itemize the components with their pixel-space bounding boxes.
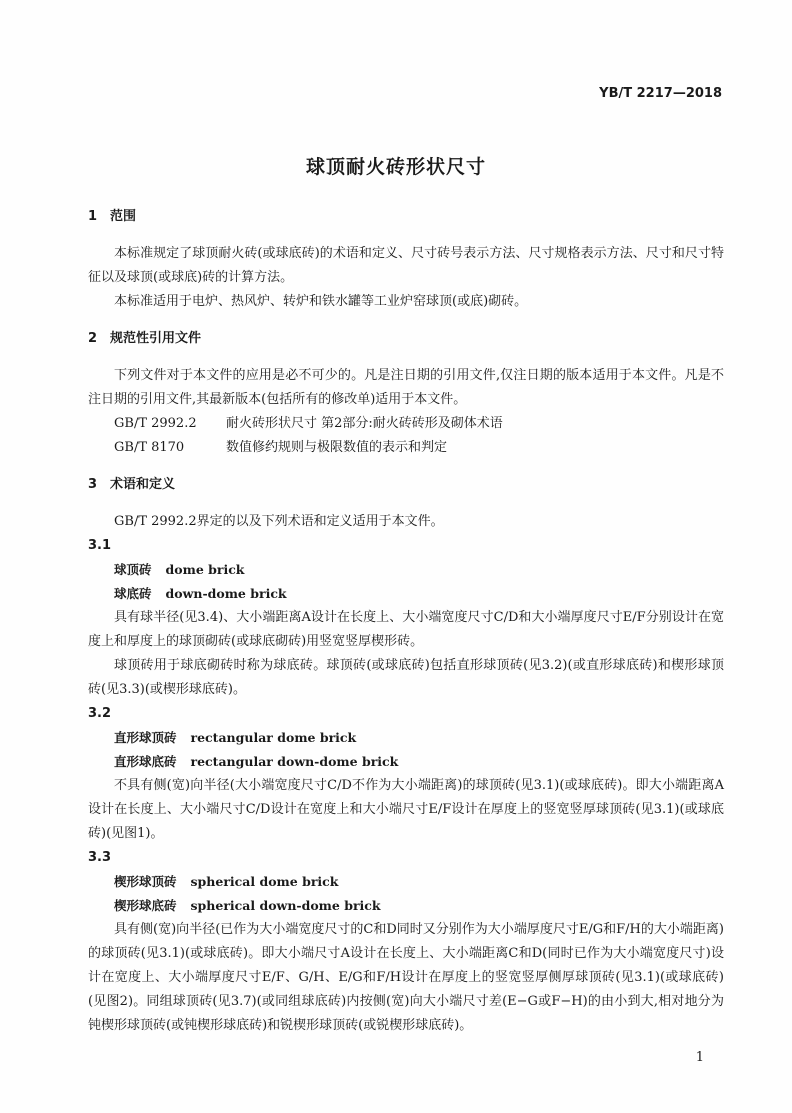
reference-item: [88, 412, 724, 436]
term-en: spherical down-dome brick: [190, 898, 381, 913]
section-number: 3: [88, 477, 98, 492]
reference-title: 数值修约规则与极限数值的表示和判定: [226, 440, 448, 455]
clause-number: 3.2: [88, 706, 112, 721]
paragraph: 本标准适用于电炉、热风炉、转炉和铁水罐等工业炉窑球顶(或底)砌砖。: [114, 294, 528, 309]
definition-paragraph: 具有球半径(见3.4)、大小端距离A设计在长度上、大小端宽度尺寸C/D和大小端厚度尺寸E/F分别设计在宽度上和厚度上的球顶砌砖(或球底砌砖)用竖宽竖厚楔形砖。: [88, 610, 724, 649]
reference-item: [88, 436, 724, 460]
reference-code: GB/T 2992.2: [114, 416, 197, 431]
term-entry: [88, 870, 724, 894]
term-zh: 直形球底砖: [114, 754, 177, 769]
clause-number: 3.3: [88, 850, 112, 865]
term-en: rectangular down-dome brick: [190, 754, 399, 769]
term-zh: 球底砖: [114, 586, 152, 601]
page-number: 1: [695, 1050, 704, 1065]
term-entry: [88, 894, 724, 918]
term-zh: 楔形球底砖: [114, 898, 177, 913]
standard-code: YB/T 2217—2018: [599, 86, 722, 101]
definition-paragraph: 具有侧(宽)向半径(已作为大小端宽度尺寸的C和D同时又分别作为大小端厚度尺寸E/G和F/H的大小端距离)的球顶砖(见3.1)(或球底砖)。即大小端尺寸A设计在长度上、大小端距离C和D(同时已作为大小端宽度尺寸)设计在宽度上、大小端厚度尺寸E/F、G/H、E/G和F/H设计在厚度上的竖宽竖厚侧厚球顶砖(见3.1)(或球底砖)(见图2)。同组球顶砖(见3.7)(或同组球底砖)内按侧(宽)向大小端尺寸差(E−G或F−H)的由小到大,相对地分为钝楔形球顶砖(或钝楔形球底砖)和锐楔形球顶砖(或锐楔形球底砖)。: [88, 922, 724, 1033]
term-entry: [88, 582, 724, 606]
term-entry: [88, 750, 724, 774]
section-heading-terms: [88, 474, 724, 496]
term-en: dome brick: [165, 562, 245, 577]
note-paragraph: 球顶砖用于球底砌砖时称为球底砖。球顶砖(或球底砖)包括直形球顶砖(见3.2)(或直形球底砖)和楔形球顶砖(见3.3)(或楔形球底砖)。: [88, 658, 724, 697]
section-heading-scope: [88, 206, 724, 228]
document-title: 球顶耐火砖形状尺寸: [305, 156, 486, 178]
section-title: 术语和定义: [110, 477, 176, 492]
reference-code: GB/T 8170: [114, 440, 185, 455]
term-en: rectangular dome brick: [190, 730, 357, 745]
term-en: spherical dome brick: [190, 874, 339, 889]
paragraph: GB/T 2992.2界定的以及下列术语和定义适用于本文件。: [114, 514, 444, 529]
section-number: 1: [88, 209, 98, 224]
term-zh: 球顶砖: [114, 562, 152, 577]
paragraph: 本标准规定了球顶耐火砖(或球底砖)的术语和定义、尺寸砖号表示方法、尺寸规格表示方法、尺寸和尺寸特征以及球顶(或球底)砖的计算方法。: [88, 246, 724, 285]
definition-paragraph: 不具有侧(宽)向半径(大小端宽度尺寸C/D不作为大小端距离)的球顶砖(见3.1)(或球底砖)。即大小端距离A设计在长度上、大小端尺寸C/D设计在宽度上和大小端尺寸E/F设计在厚度上的竖宽竖厚球顶砖(见3.1)(或球底砖)(见图1)。: [88, 778, 724, 841]
section-heading-normative-references: [88, 328, 724, 350]
document-body: [88, 206, 724, 1038]
section-title: 范围: [110, 209, 137, 224]
clause-number: 3.1: [88, 538, 112, 553]
reference-title: 耐火砖形状尺寸 第2部分:耐火砖砖形及砌体术语: [226, 416, 503, 431]
term-zh: 楔形球顶砖: [114, 874, 177, 889]
section-number: 2: [88, 331, 98, 346]
term-entry: [88, 726, 724, 750]
paragraph: 下列文件对于本文件的应用是必不可少的。凡是注日期的引用文件,仅注日期的版本适用于本文件。凡是不注日期的引用文件,其最新版本(包括所有的修改单)适用于本文件。: [88, 368, 724, 407]
term-zh: 直形球顶砖: [114, 730, 177, 745]
term-entry: [88, 558, 724, 582]
term-en: down-dome brick: [165, 586, 287, 601]
section-title: 规范性引用文件: [110, 331, 202, 346]
